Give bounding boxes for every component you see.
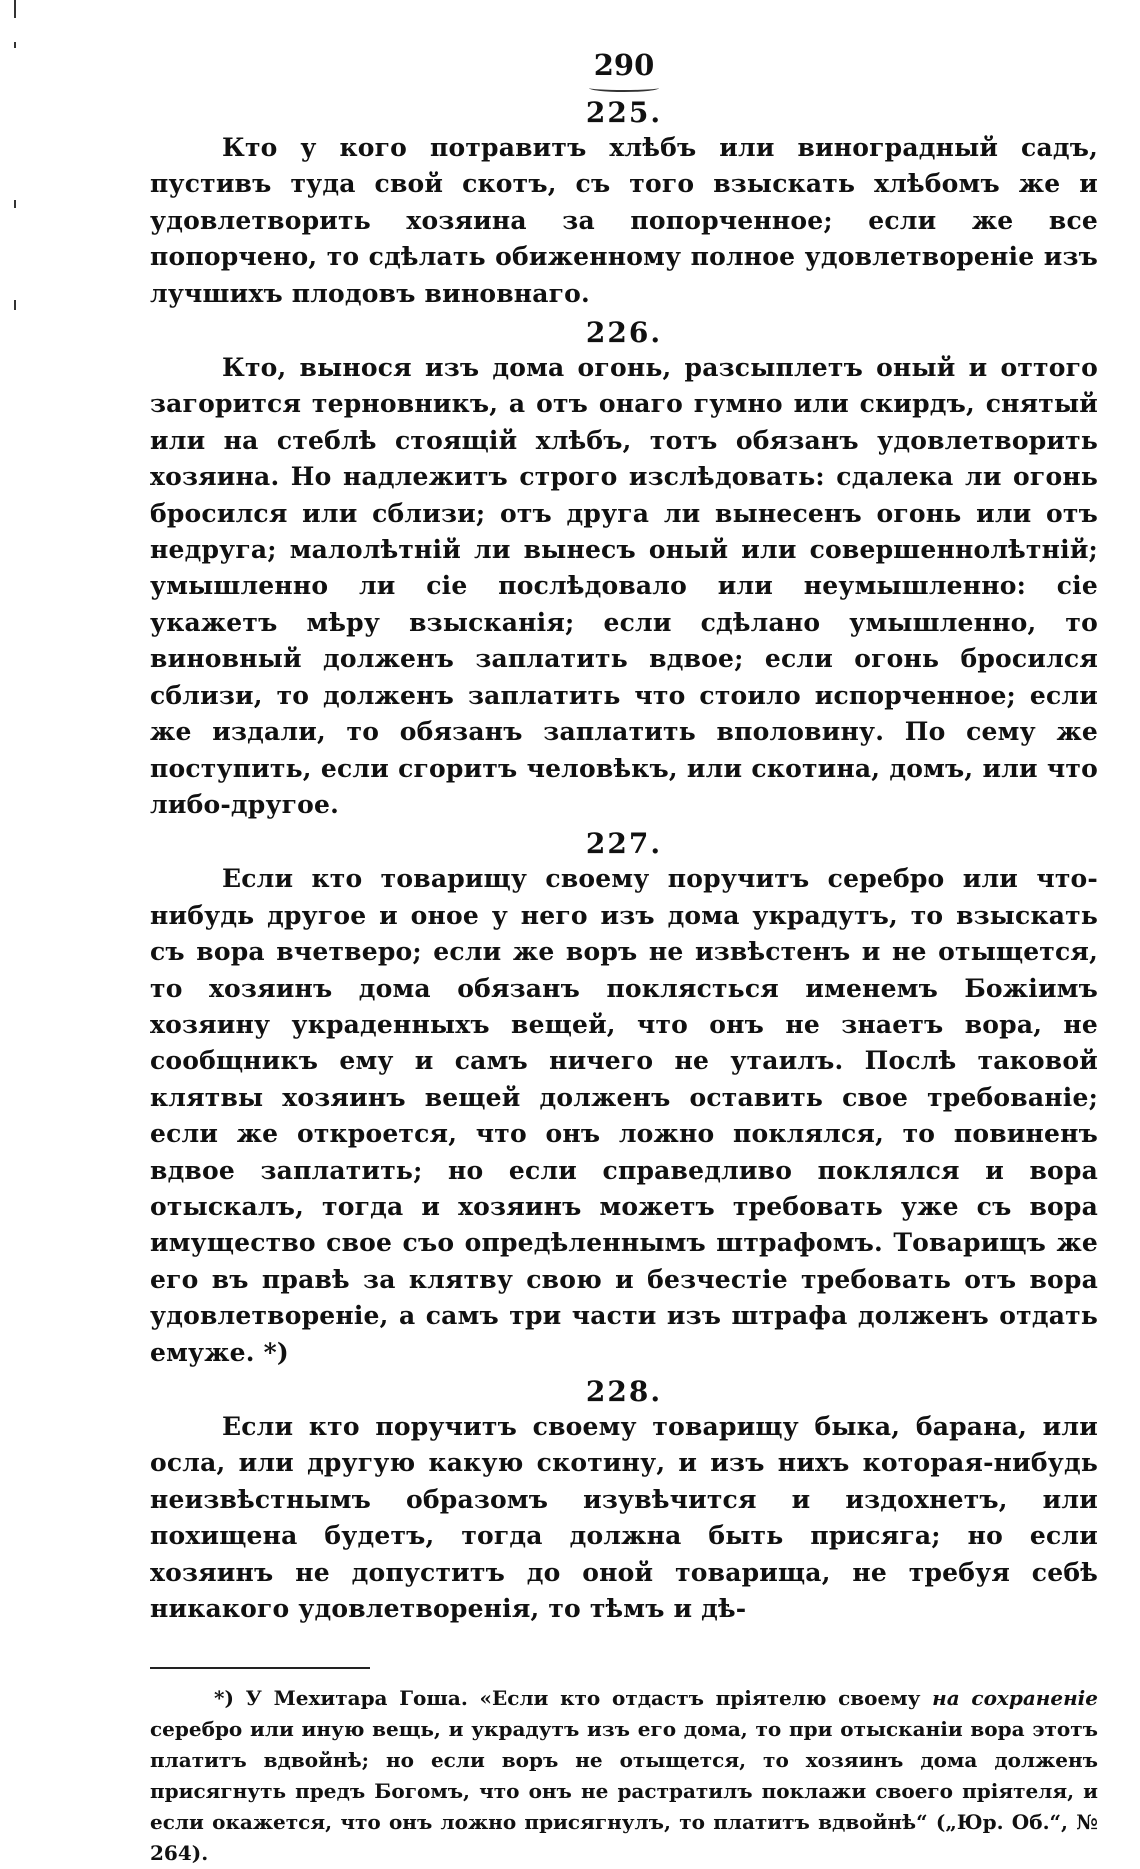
article-text: Если кто товарищу своему поручитъ серебро или что-нибудь другое и оное у него изъ дома украдутъ, то взыскать съ вора вчетверо; если же воръ не извѣстенъ и не отыщется, то хозяинъ дома обязанъ поклясться именемъ Божіимъ хозяину украденныхъ вещей, что онъ не знаетъ вора, не сообщникъ ему и самъ ничего не утаилъ. Послѣ таковой клятвы хозяинъ вещей долженъ оставить свое требованіе; если же откроется, что онъ ложно поклялся, то повиненъ вдвое заплатить; но если справедливо поклялся и вора отыскалъ, тогда и хозяинъ можетъ требовать уже съ вора имущество свое съо опредѣленнымъ штрафомъ. Товарищъ же его въ правѣ за клятву свою и безчестіе требовать отъ вора удовлетвореніе, а самъ три части изъ штрафа долженъ отдать емуже. *) xyxy=(150,864,1098,1367)
article-226 xyxy=(150,316,1098,823)
footnote xyxy=(150,1683,1098,1869)
scan-edge-mark xyxy=(14,300,16,310)
article-number: 225. xyxy=(585,96,663,129)
scan-edge-mark xyxy=(14,200,16,208)
page-number: 290 xyxy=(593,48,655,82)
document-page xyxy=(150,36,1098,1869)
article-text: Кто у кого потравитъ хлѣбъ или виноградный садъ, пустивъ туда свой скотъ, съ того взыскать хлѣбомъ же и удовлетворить хозяина за попорченное; если же все попорчено, то сдѣлать обиженному полное удовлетвореніе изъ лучшихъ плодовъ виновнаго. xyxy=(150,133,1098,308)
article-number: 227. xyxy=(585,827,663,861)
article-number: 228. xyxy=(585,1375,663,1408)
scan-edge-mark xyxy=(14,0,16,18)
footnote-text-end: серебро или иную вещь, и украдутъ изъ его дома, то при отысканіи вора этотъ платитъ вдвойнѣ; но если воръ не отыщется, то хозяинъ дома долженъ присягнуть предъ Богомъ, что онъ не растратилъ поклажи своего пріятеля, и если окажется, что онъ ложно присягнулъ, то платитъ вдвойнѣ“ („Юр. Об.“, № 264). xyxy=(150,1717,1098,1866)
article-227 xyxy=(150,827,1098,1371)
article-text: Если кто поручитъ своему товарищу быка, барана, или осла, или другую какую скотину, и изъ нихъ которая-нибудь неизвѣстнымъ образомъ изувѣчится и издохнетъ, или похищена будетъ, тогда должна быть присяга; но если хозяинъ не допуститъ до оной товарища, не требуя себѣ никакого удовлетворенія, то тѣмъ и дѣ- xyxy=(150,1412,1098,1624)
footnote-divider xyxy=(150,1667,370,1669)
scan-edge-mark xyxy=(14,42,16,48)
article-228 xyxy=(150,1375,1098,1627)
page-number-ornament xyxy=(589,84,659,92)
footnote-italic-phrase: на сохраненіе xyxy=(932,1686,1098,1711)
article-text: Кто, вынося изъ дома огонь, разсыплетъ оный и оттого загорится терновникъ, а отъ онаго гумно или скирдъ, снятый или на стеблѣ стоящій хлѣбъ, тотъ обязанъ удовлетворить хозяина. Но надлежитъ строго изслѣдовать: сдалека ли огонь бросился или сблизи; отъ друга ли вынесенъ огонь или отъ недруга; малолѣтній ли вынесъ оный или совершеннолѣтній; умышленно ли сіе послѣдовало или неумышленно: сіе укажетъ мѣру взысканія; если сдѣлано умышленно, то виновный долженъ заплатить вдвое; если огонь бросился сблизи, то долженъ заплатить что стоило испорченное; если же издали, то обязанъ заплатить вполовину. По сему же поступить, если сгоритъ человѣкъ, или скотина, домъ, или что либо-другое. xyxy=(150,353,1098,819)
footnote-text-start: *) У Мехитара Гоша. «Если кто отдастъ пріятелю своему xyxy=(214,1686,933,1711)
article-number: 226. xyxy=(585,316,663,350)
article-225 xyxy=(150,96,1098,312)
